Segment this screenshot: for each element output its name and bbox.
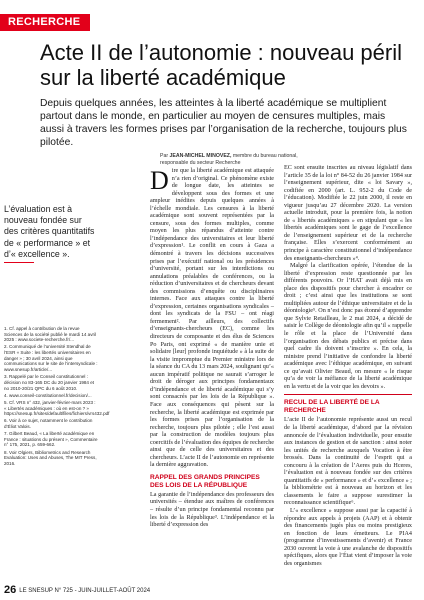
footnote: 5. Cf. VRS n° 432, janvier-février-mars 2023 : « Libertés académiques : où en est-on ? » https://snesup.fr/sites/default/files/fichiers/vrs432.pdf (4, 399, 110, 417)
body-column-2 (284, 165, 412, 568)
body-paragraph: La garantie de l’indépendance des professeurs des universités – étendue aux maîtres de conférences – résulte d’un principe fondamental reconnu par les lois de la République³. L’indépendance et la liberté d’expression des (150, 491, 274, 529)
article-lead: Depuis quelques années, les atteintes à la liberté académique se multiplient partout dans le monde, en particulier au moyen de censures multiples, mais aussi à travers les formes prises par l’organisation de la recherche, toujours plus pilotée. (40, 98, 407, 148)
footnote: 4. www.conseil-constitutionnel.fr/decision/... (4, 392, 92, 398)
footnote: 1. Cf. appel à contribution de la revue Sciences de la société publié le mardi 14 avril 2025 : www.societe-recherche.fr/... (4, 326, 96, 343)
body-paragraph: L’« excellence » suppose aussi par la capacité à répondre aux appels à projets (AAP) et à obtenir des financements jugés plus ou moins prestigieux en fonction de leurs émetteurs. Le PIA4 (programme d’investissements d’avenir) et France 2030 ouvrent la voie à une avalanche de dispositifs spécifiques, alors que l’État vient d’imposer la voie des organismes (284, 507, 412, 567)
body-text: ire que la liberté académique est attaquée n’a rien d’original. Ce phénomène existe de longue date, les atteintes se développent sous des formes et une ampleur inédites depuis quelques années à l’échelle mondiale. Les censures à la liberté académique sont souvent représentées par la censure, sous des formes multiples, comme moyen les plus répandus d’atteinte contre l’indépendance des universitaires et leur liberté d’expression¹. Le conflit en cours à Gaza a démontré à travers les décisions successives prises par l’exécutif national ou les présidences d’université, portant sur les interdictions ou annulations préalables de conférences, ou la réduction d’universitaires et de chercheurs devant des commissions d’enquête ou disciplinaires internes. Face aux attaques contre la liberté d’expression, certaines organisations syndicales – dont les syndicats de la FSU – ont réagi fermement². Par ailleurs, des collectifs d’enseignants-chercheurs (EC), comme les directeurs de composante et des élus de Sciences Po Paris, ont exprimé « de manière unie et solidaire [leur] profonde inquiétude » à la suite de la visite impromptue du Premier ministre lors de la séance du CA du 13 mars 2024, soulignant qu’« aucun impératif politique ne saurait s’arroger le droit de déroger aux principes fondamentaux d’indépendance et de liberté académique qui s’y sont consacrés par les lois de la République ». Face aux conséquences qui pèsent sur la recherche, la liberté académique est exprimée par les formes prises par l’organisation de la recherche, toujours plus pilotée ; elle l’est aussi par la construction de modèles toujours plus coercitifs de l’évaluation des équipes de recherche ainsi que de celle des universitaires et des chercheurs. L’acte II de l’autonomie en représente la dernière aggravation. (150, 168, 274, 469)
byline (160, 153, 300, 166)
footnotes (4, 326, 110, 468)
subheading: RAPPEL DES GRANDS PRINCIPES DES LOIS DE LA RÉPUBLIQUE (150, 473, 260, 489)
drop-cap: D (150, 166, 169, 195)
body-paragraph: Malgré la clarification opérée, l’étendue de la liberté d’expression reste questionnée par les différents pouvoirs. Or l’HAT avait déjà mis en place des dispositifs pour chercher à encadrer ce droit ; c’est ainsi que les institutions se sont multipliées autour de l’éthique universitaire et de la déontologie⁵. On n’est donc pas étonné d’apprendre que Sylvie Retailleau, le 2 mai 2024, a décidé de saisir le Collège de déontologie afin qu’il « rappelle le rôle et la place de l’Université dans l’organisation des débats publics et précise dans quel cadre ils doivent s’inscrire ». En cela, la ministre prend l’initiative de confondre la liberté académique avec l’éthique académique, en suivant ce qu’avait Olivier Beaud, on mesure « le risque qu’a de voir la méfiance de la liberté académique en la vertu et de la voir que les devoirs ». (284, 263, 412, 390)
byline-role: membre du bureau national, responsable du secteur Recherche (160, 153, 298, 166)
subheading: RECUL DE LA LIBERTÉ DE LA RECHERCHE (284, 399, 380, 415)
article-title: Acte II de l’autonomie : nouveau péril sur la liberté académique (40, 40, 403, 90)
byline-prefix: Par (160, 153, 170, 159)
footnote: 7. Gilbert Beaud, « La liberté académique en France : situations du présent », Commentaire n° 175, 2021, p. 659-662. (4, 431, 98, 448)
pull-quote: L’évaluation est à nouveau fondée sur des critères quantitatifs de « performance » et d’« excellence ». (4, 204, 95, 259)
body-column-1 (150, 168, 274, 530)
page-footer (4, 584, 150, 596)
section-rubric: RECHERCHE (0, 14, 90, 31)
body-paragraph: L’acte II de l’autonomie représente aussi un recul de la liberté académique, d’abord par la révision annoncée de l’évaluation individuelle, pour ensuite aux instances de gestion et de sanction : ainsi noter les unités de recherche auxquels Vocation à être brossés. Dans la continuité de l’esprit qui a concouru à la création de l’Aeres puis du Hceres, l’évaluation est à nouveau fondée sur des critères quantitatifs de « performance » et d’« excellence » ; la bibliométrie est à nouveau au horizon et les classements le faire a suppose surestimer la reconnaissance scientifique⁶. (284, 417, 412, 507)
byline-author: JEAN-MICHEL MINOVEZ, (169, 153, 232, 159)
footnote: 8. Voir Olgiers, Bibliometrics and Research Evaluation: Uses and Abuses, The MIT Press, 2016. (4, 449, 97, 466)
body-paragraph (150, 168, 274, 470)
page-number: 26 (4, 584, 17, 596)
footnote: 6. Voir à ce sujet, notamment le contribution d’Éliot Valois. (4, 418, 93, 429)
publication-line: LE SNESUP N° 725 - JUIN-JUILLET-AOÛT 2024 (19, 588, 151, 594)
pull-quote-divider (4, 262, 34, 263)
body-paragraph: EC sont ensuite inscrites au niveau législatif dans l’article 35 de la loi n° 84-52 du 26 janvier 1984 sur l’enseignement supérieur, dite « loi Savary », codifiée en 2000 (art. L. 952-2 du Code de l’éducation). Modifiée le 22 juin 2000, il reste en vigueur jusqu’au 27 décembre 2020. La version actuelle introduit, pour la première fois, la notion de « libertés académiques » en stipulant que « les libertés académiques sont le gage de l’excellence de l’enseignement supérieur et de la recherche française. Elles s’exercent conformément au principe à caractère constitutionnel d’indépendance des enseignants-chercheurs »⁴. (284, 165, 412, 262)
footnote: 2. Communiqué de l’université Stendhal de l’ESR « Suite : les libertés universitaires en danger » ; 30 avril 2024, ainsi que communications sur le site de l’intersyndicale : www.snesup.fr/article/... (4, 344, 98, 373)
footnote: 3. Rappelé par le Conseil constitutionnel : décision no 83-165 DC du 20 janvier 1984 et no 2010-20/21 QPC du 6 août 2010. (4, 374, 94, 391)
subheading-rule (284, 394, 412, 395)
